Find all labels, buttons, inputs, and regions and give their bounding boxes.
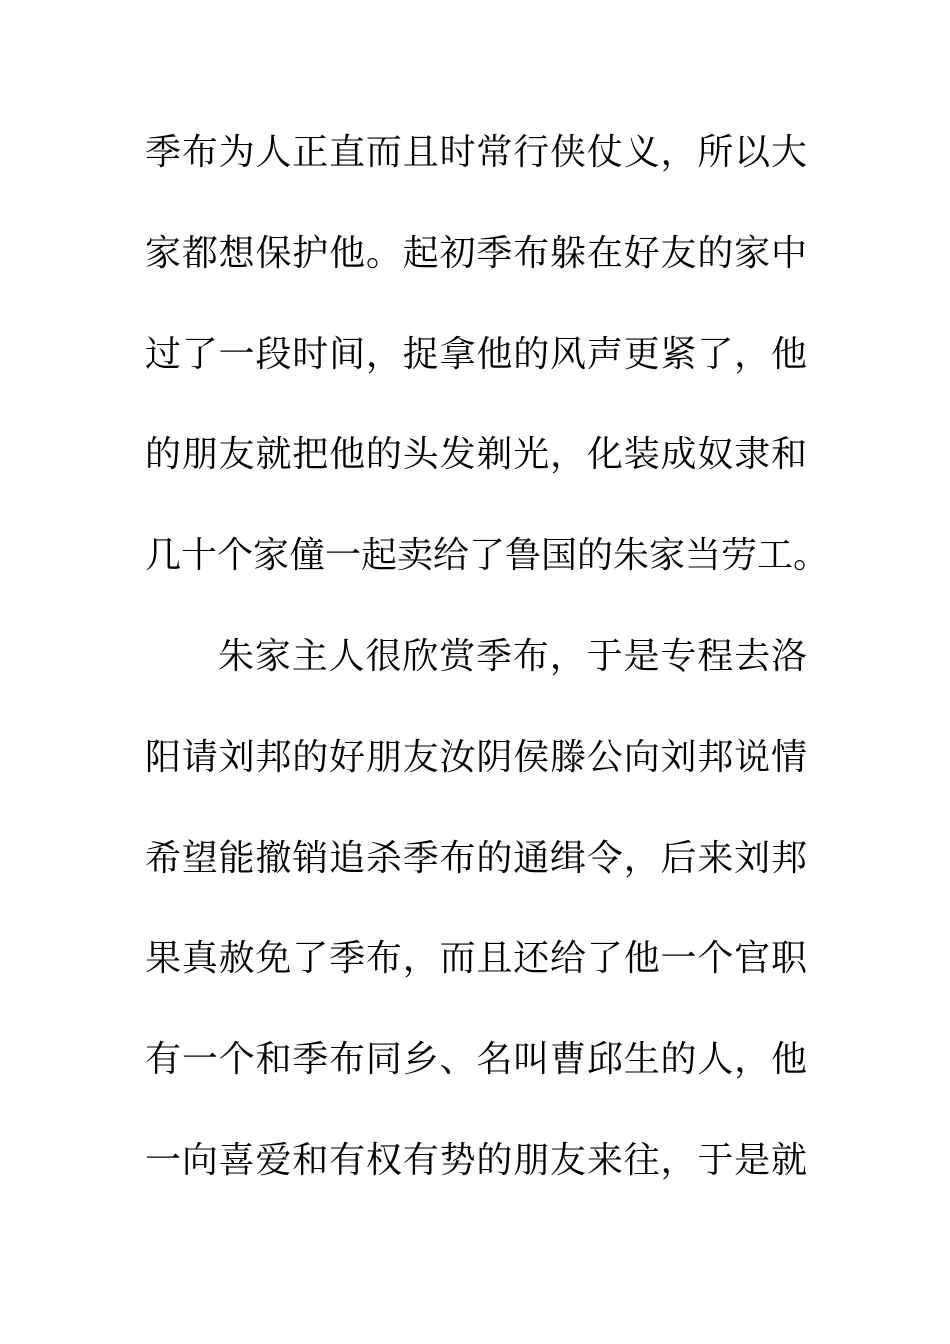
- text-line: 一向喜爱和有权有势的朋友来往，于是就: [145, 1139, 807, 1181]
- paragraph-start-line: 朱家主人很欣赏季布，于是专程去洛: [218, 635, 807, 677]
- text-line: 阳请刘邦的好朋友汝阴侯滕公向刘邦说情: [145, 736, 807, 778]
- text-line: 过了一段时间，捉拿他的风声更紧了，他: [145, 333, 807, 375]
- text-line: 果真赦免了季布，而且还给了他一个官职: [145, 938, 807, 980]
- text-line: 几十个家僮一起卖给了鲁国的朱家当劳工。: [145, 535, 830, 577]
- text-line: 家都想保护他。起初季布躲在好友的家中: [145, 232, 807, 274]
- text-line: 有一个和季布同乡、名叫曹邱生的人，他: [145, 1039, 807, 1081]
- text-line: 的朋友就把他的头发剃光，化装成奴隶和: [145, 434, 807, 476]
- body-text: [145, 122, 830, 1231]
- text-line: 季布为人正直而且时常行侠仗义，所以大: [145, 132, 807, 173]
- text-line: 希望能撤销追杀季布的通缉令，后来刘邦: [145, 837, 807, 879]
